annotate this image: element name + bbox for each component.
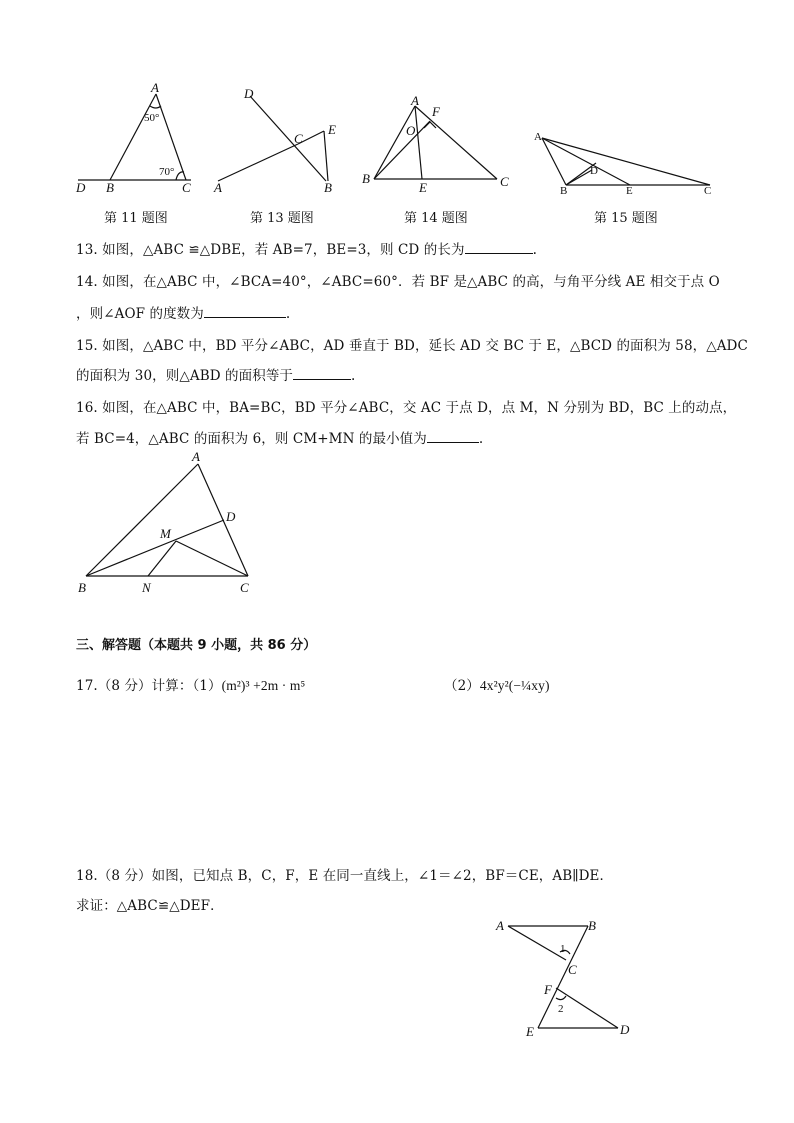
q17-part2-prefix: （2） — [444, 678, 480, 694]
q15-text: 的面积为 30，则△ABD 的面积等于 — [76, 368, 294, 384]
fig18-label-d: D — [620, 1022, 630, 1037]
q16-answer-blank[interactable] — [427, 430, 479, 443]
figure-13 — [214, 86, 344, 196]
fig11-label-d: D — [76, 180, 86, 195]
question-15-line1: 15. 如图，△ABC 中，BD 平分∠ABC，AD 垂直于 BD，延长 AD 交 BC 于 E，△BCD 的面积为 58，△ADC — [76, 338, 748, 354]
question-14-line1: 14. 如图，在△ABC 中，∠BCA=40°，∠ABC=60°．若 BF 是△ABC 的高，与角平分线 AE 相交于点 O — [76, 274, 720, 290]
q17-part2: 4x²y²(−¼xy) — [479, 678, 550, 693]
question-18-line2: 求证：△ABC≌△DEF． — [76, 898, 224, 914]
fig11-label-c: C — [182, 180, 191, 195]
fig15-label-a: A — [534, 131, 542, 143]
q13-tail: . — [532, 242, 537, 258]
figure-14 — [362, 94, 522, 200]
q16-tail: . — [478, 431, 484, 447]
fig11-label-b: B — [106, 180, 114, 195]
figure-15-drawing — [542, 138, 710, 185]
fig15-caption: 第 15 题图 — [594, 211, 658, 226]
fig18-label-a: A — [496, 918, 504, 933]
q14-answer-blank[interactable] — [204, 305, 286, 318]
fig15-label-e: E — [626, 185, 633, 197]
question-16-line2 — [76, 427, 483, 447]
fig11-caption: 第 11 题图 — [104, 211, 168, 226]
fig18-label-e: E — [526, 1024, 534, 1039]
fig13-label-e: E — [328, 122, 336, 137]
q17-part1: (m²)³ +2m · m⁵ — [221, 678, 306, 693]
fig14-caption: 第 14 题图 — [404, 211, 468, 226]
q13-answer-blank[interactable] — [465, 241, 533, 254]
figure-13-drawing — [218, 96, 328, 181]
question-15-line2 — [76, 364, 355, 384]
fig18-label-c: C — [568, 962, 577, 977]
q17-prefix: 17.（8 分）计算：（1） — [76, 678, 222, 694]
fig11-angle-c: 70° — [159, 166, 175, 178]
fig16-label-d: D — [226, 509, 236, 524]
question-16-line1: 16. 如图，在△ABC 中，BA=BC，BD 平分∠ABC，交 AC 于点 D，点 M，N 分别为 BD，BC 上的动点， — [76, 400, 737, 416]
fig18-label-f: F — [544, 982, 552, 997]
fig16-label-c: C — [240, 580, 249, 595]
fig18-label-1: 1 — [560, 943, 566, 955]
fig13-label-d: D — [244, 86, 254, 101]
figure-16-drawing — [86, 464, 248, 576]
fig13-label-c: C — [294, 131, 303, 146]
figure-16 — [76, 448, 266, 600]
fig15-label-d: D — [590, 165, 598, 177]
question-13 — [76, 238, 537, 258]
fig15-label-c: C — [704, 185, 712, 197]
fig18-label-2: 2 — [558, 1003, 564, 1015]
q13-text: 13. 如图，△ABC ≌△DBE，若 AB=7，BE=3，则 CD 的长为 — [76, 242, 465, 258]
question-18-line1: 18.（8 分）如图，已知点 B，C，F，E 在同一直线上，∠1＝∠2，BF＝CE，AB∥DE． — [76, 868, 614, 884]
fig11-angle-a: 50° — [144, 112, 160, 124]
section-3-title: 三、解答题（本题共 9 小题，共 86 分） — [76, 638, 317, 653]
figure-18 — [492, 916, 642, 1040]
q14-tail: . — [285, 306, 291, 322]
fig14-label-b: B — [362, 171, 370, 186]
fig14-label-e: E — [419, 180, 427, 195]
fig14-label-o: O — [406, 123, 416, 138]
fig14-label-a: A — [411, 93, 419, 108]
question-14-line2 — [76, 302, 290, 322]
question-17-part2 — [444, 674, 550, 694]
fig16-label-m: M — [160, 526, 171, 541]
q15-tail: . — [351, 368, 356, 384]
fig11-label-a: A — [151, 80, 159, 95]
fig13-label-a: A — [214, 180, 222, 195]
figure-15 — [532, 130, 722, 196]
fig13-caption: 第 13 题图 — [250, 211, 314, 226]
q16-text: 若 BC=4，△ABC 的面积为 6，则 CM+MN 的最小值为 — [76, 431, 427, 447]
fig15-label-b: B — [560, 185, 568, 197]
fig14-label-c: C — [500, 174, 509, 189]
question-17 — [76, 674, 305, 694]
figure-11 — [76, 82, 196, 202]
fig16-label-n: N — [142, 580, 151, 595]
q14-text: ，则∠AOF 的度数为 — [76, 306, 204, 322]
fig16-label-b: B — [78, 580, 86, 595]
fig16-label-a: A — [192, 449, 200, 464]
fig14-label-f: F — [432, 104, 440, 119]
fig13-label-b: B — [324, 180, 332, 195]
q15-answer-blank[interactable] — [293, 367, 351, 380]
fig18-label-b: B — [588, 918, 596, 933]
